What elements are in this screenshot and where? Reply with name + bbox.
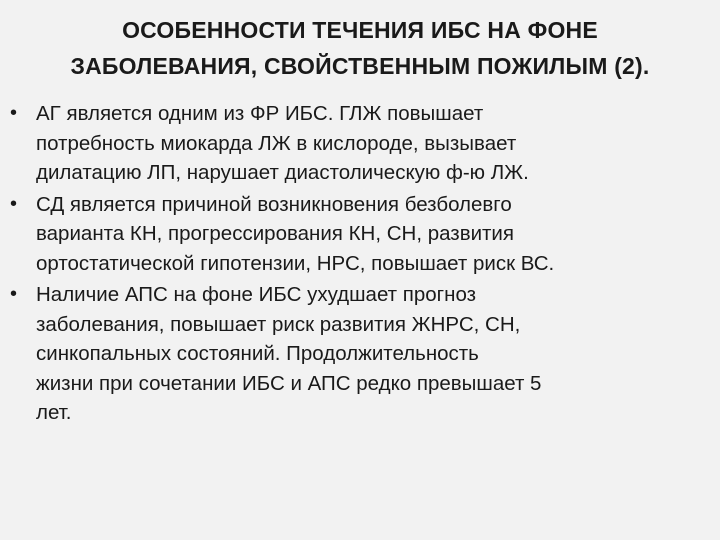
bullet-list [10,99,715,430]
bullet-item-1 [10,99,715,188]
bullet-1-line-1: АГ является одним из ФР ИБС. ГЛЖ повышает [36,102,484,125]
bullet-3-line-1: Наличие АПС на фоне ИБС ухудшает прогноз [36,283,477,306]
bullet-item-2 [10,190,715,279]
bullet-1-line-3: дилатацию ЛП, нарушает диастолическую ф-ю ЛЖ. [36,161,529,184]
slide-title [20,12,700,84]
bullet-item-3 [10,280,715,428]
bullet-marker: • [10,192,18,215]
bullet-2-line-1: СД является причиной возникновения безболевго [36,192,512,216]
bullet-2-line-3: ортостатической гипотензии, НРС, повышает риск ВС. [36,251,555,275]
bullet-3-line-3: синкопальных состояний. Продолжительность [36,342,479,365]
title-line-1: ОСОБЕННОСТИ ТЕЧЕНИЯ ИБС НА ФОНЕ [122,17,598,43]
bullet-3-line-2: заболевания, повышает риск развития ЖНРС, СН, [36,312,521,336]
bullet-3-line-5: лет. [36,401,72,424]
bullet-marker: • [10,283,18,305]
bullet-2-line-2: варианта КН, прогрессирования КН, СН, развития [36,222,514,245]
bullet-marker: • [10,102,18,124]
bullet-3-line-4: жизни при сочетании ИБС и АПС редко превышает 5 [36,371,542,395]
bullet-1-line-2: потребность миокарда ЛЖ в кислороде, вызывает [36,131,517,155]
title-line-2: ЗАБОЛЕВАНИЯ, СВОЙСТВЕННЫМ ПОЖИЛЫМ (2). [70,53,650,79]
